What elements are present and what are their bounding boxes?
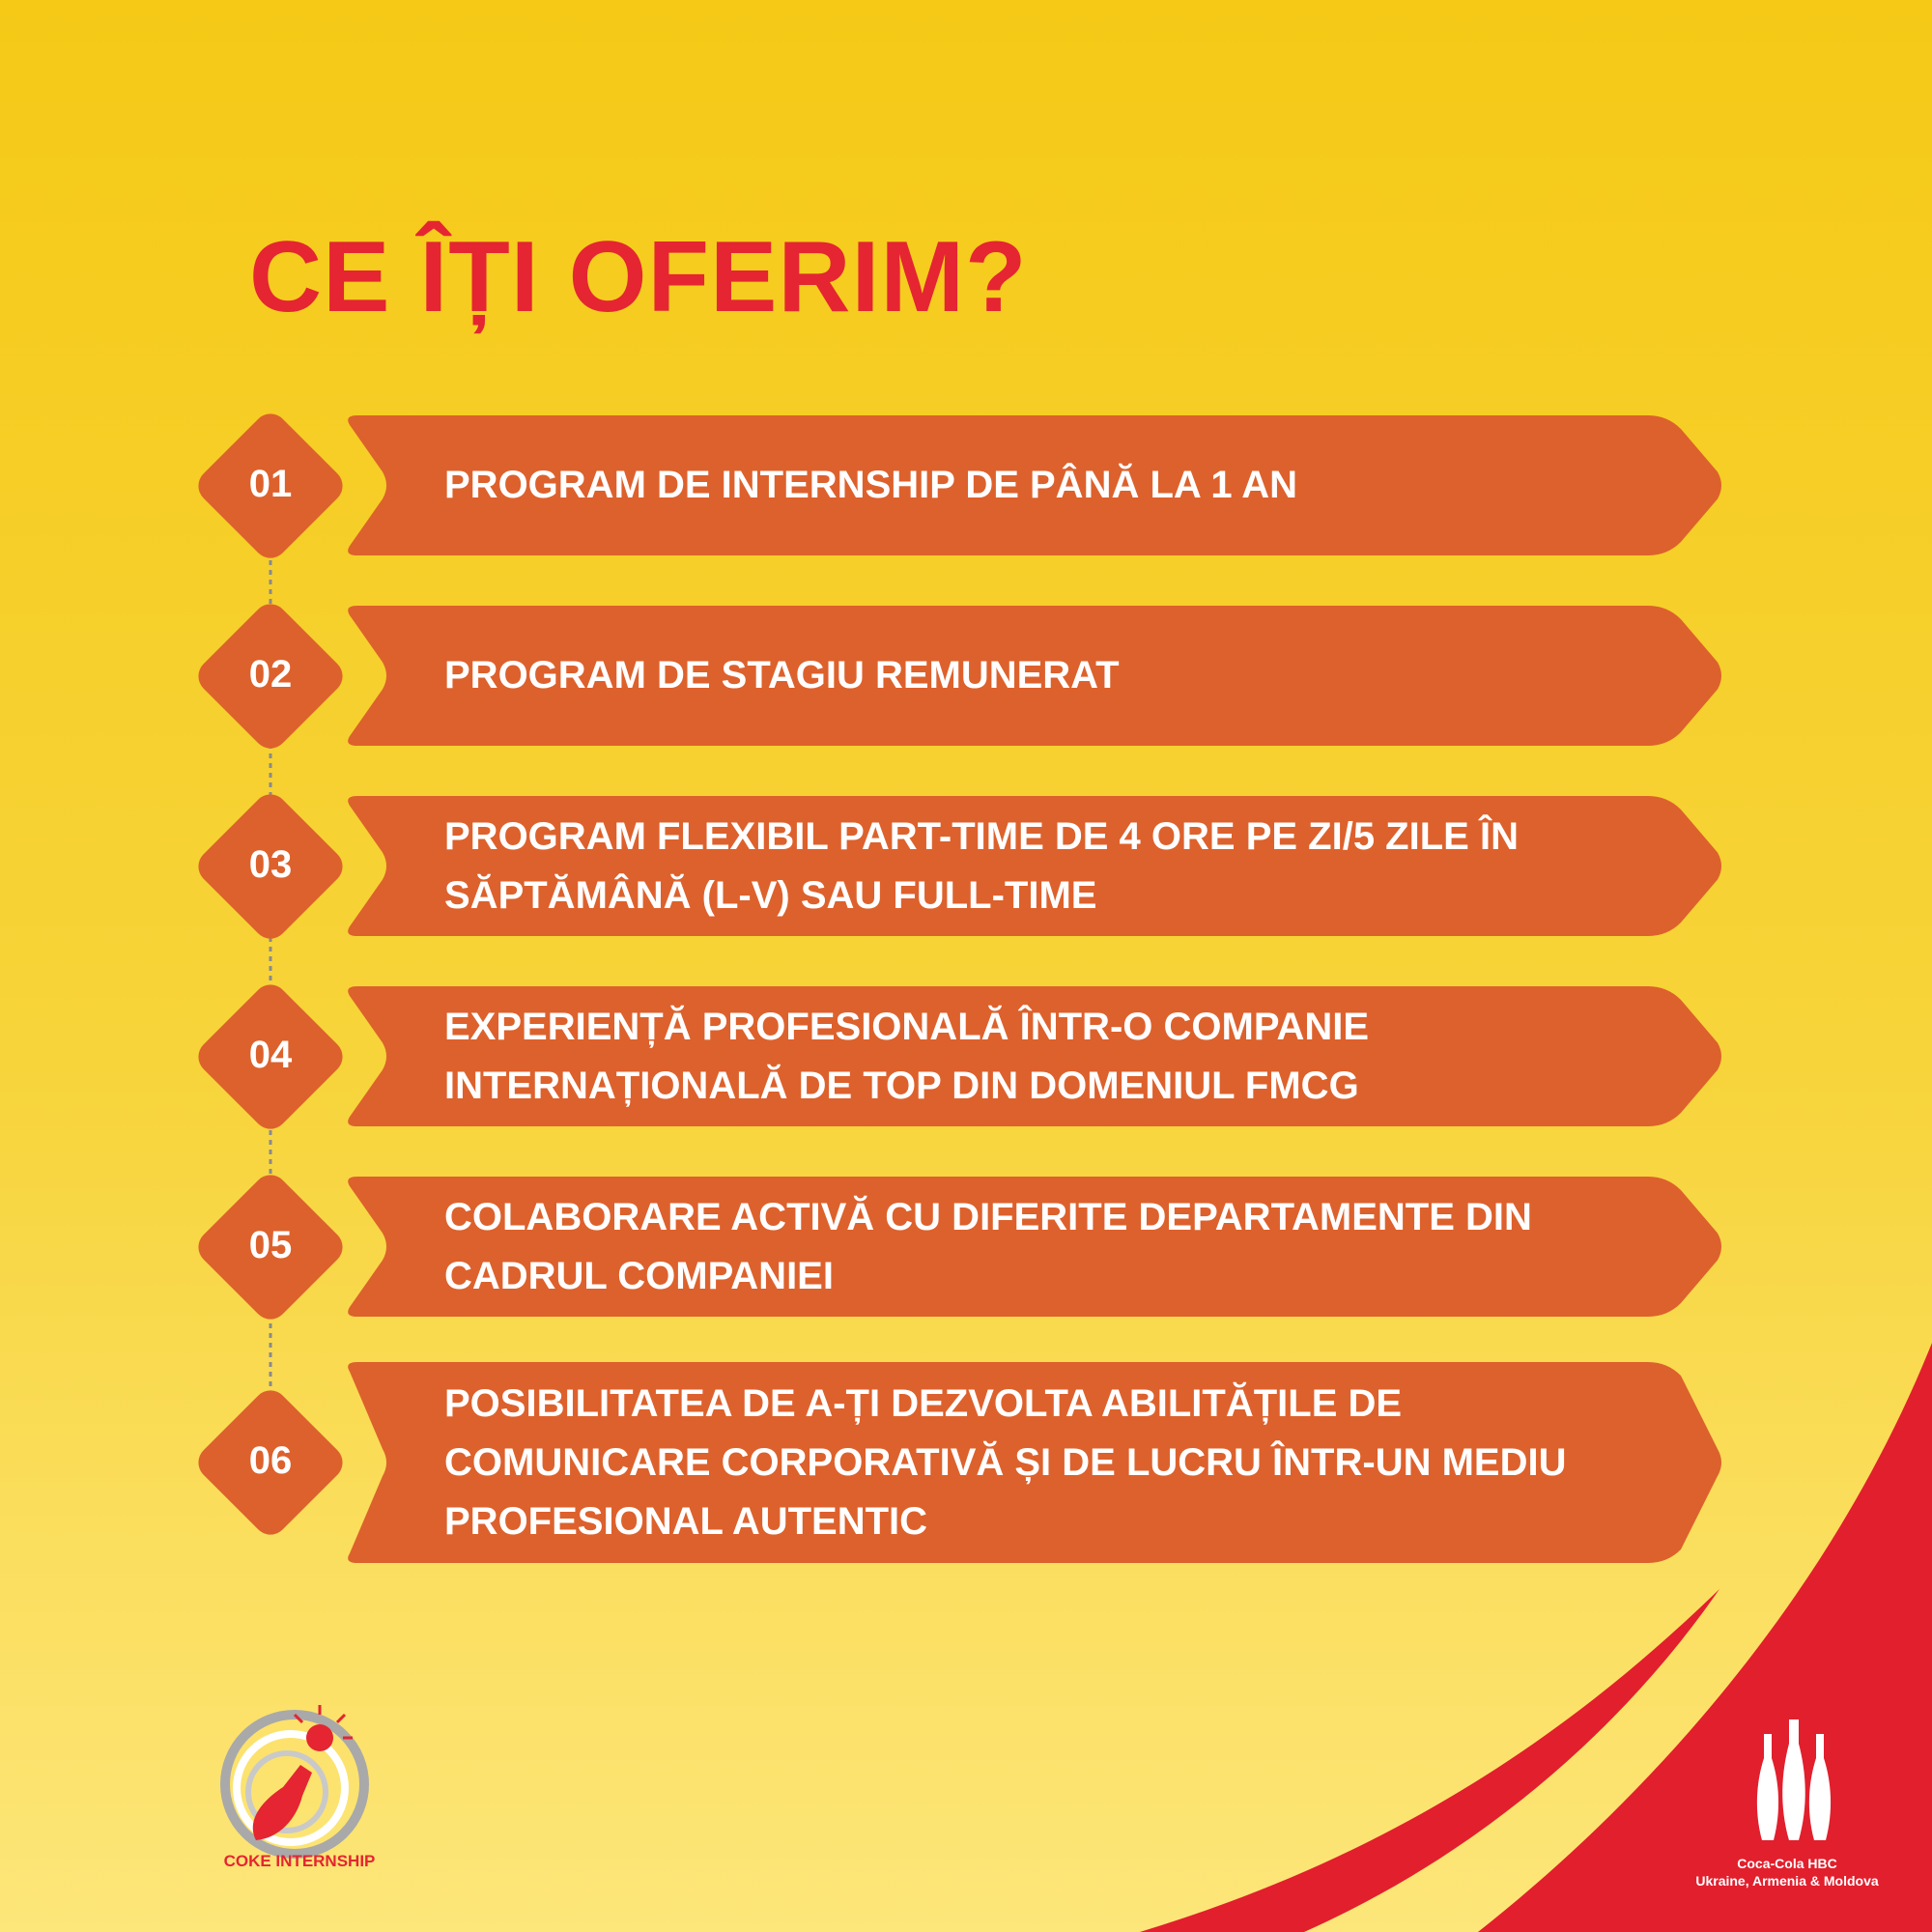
item-text-line: COMUNICARE CORPORATIVĂ ȘI DE LUCRU ÎNTR-UN MEDIU (444, 1440, 1567, 1484)
item-number: 05 (248, 1223, 293, 1266)
coke-internship-logo (208, 1695, 382, 1869)
coca-cola-hbc-line2: Ukraine, Armenia & Moldova (1695, 1873, 1879, 1889)
offer-item-02 (0, 606, 1932, 746)
item-text (444, 1177, 1642, 1317)
coca-cola-bottles-logo (1750, 1715, 1837, 1840)
item-text (444, 415, 1642, 555)
item-text-line: PROFESIONAL AUTENTIC (444, 1499, 928, 1543)
item-text-line: PROGRAM FLEXIBIL PART-TIME DE 4 ORE PE ZI/5 ZILE ÎN (444, 814, 1519, 858)
item-text (444, 986, 1642, 1126)
item-text-line: PROGRAM DE STAGIU REMUNERAT (444, 654, 1120, 696)
coca-cola-hbc-line1: Coca-Cola HBC (1737, 1856, 1837, 1871)
page-title: CE ÎȚI OFERIM? (249, 221, 1028, 333)
offer-item-05 (0, 1177, 1932, 1317)
item-text-line: CADRUL COMPANIEI (444, 1254, 834, 1297)
coca-cola-hbc-text (1662, 1855, 1913, 1889)
item-text-line: POSIBILITATEA DE A-ȚI DEZVOLTA ABILITĂȚILE DE (444, 1381, 1403, 1425)
item-text (444, 796, 1642, 936)
item-text-line: INTERNAȚIONALĂ DE TOP DIN DOMENIUL FMCG (444, 1064, 1359, 1107)
offer-item-04 (0, 986, 1932, 1126)
offer-item-03 (0, 796, 1932, 936)
item-text-line: EXPERIENȚĂ PROFESIONALĂ ÎNTR-O COMPANIE (444, 1005, 1370, 1048)
item-text-line: COLABORARE ACTIVĂ CU DIFERITE DEPARTAMENTE DIN (444, 1195, 1532, 1238)
item-number: 01 (248, 462, 293, 505)
item-text-line: PROGRAM DE INTERNSHIP DE PÂNĂ LA 1 AN (444, 464, 1298, 506)
item-text (444, 606, 1642, 746)
item-number: 03 (248, 842, 293, 886)
item-number: 06 (248, 1439, 293, 1482)
offer-item-06 (0, 1362, 1932, 1563)
coke-internship-text: COKE INTERNSHIP (223, 1852, 376, 1870)
item-text-line: SĂPTĂMÂNĂ (L-V) SAU FULL-TIME (444, 873, 1097, 917)
offer-item-01 (0, 415, 1932, 555)
item-number: 04 (248, 1033, 293, 1076)
item-number: 02 (248, 652, 293, 696)
item-text (444, 1362, 1642, 1563)
